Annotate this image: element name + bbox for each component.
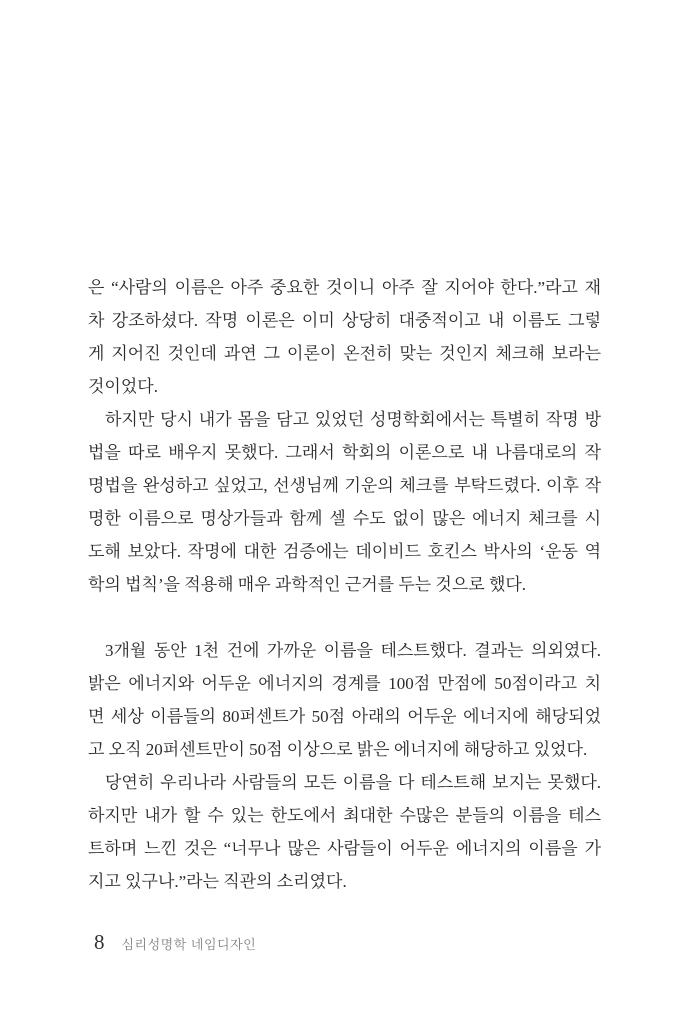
paragraph (88, 766, 601, 898)
body-text (88, 271, 601, 898)
page-number: 8 (94, 930, 105, 954)
text-line: 게 지어진 것인데 과연 그 이론이 온전히 맞는 것인지 체크해 보라는 (88, 344, 601, 363)
text-line: 법을 따로 배우지 못했다. 그래서 학회의 이론으로 내 나름대로의 작 (88, 443, 601, 462)
text-line: 하지만 내가 할 수 있는 한도에서 최대한 수많은 분들의 이름을 테스 (88, 806, 601, 825)
paragraph (88, 271, 601, 403)
paragraph (88, 634, 601, 766)
text-line: 은 “사람의 이름은 아주 중요한 것이니 아주 잘 지어야 한다.”라고 재 (88, 278, 601, 297)
text-line: 학의 법칙’을 적용해 매우 과학적인 근거를 두는 것으로 했다. (88, 575, 527, 594)
text-line: 것이었다. (88, 377, 158, 396)
text-line: 지고 있구나.”라는 직관의 소리였다. (88, 872, 347, 891)
paragraph (88, 403, 601, 601)
text-line: 면 세상 이름들의 80퍼센트가 50점 아래의 어두운 에너지에 해당되었 (88, 707, 601, 726)
text-line: 명한 이름으로 명상가들과 함께 셀 수도 없이 많은 에너지 체크를 시 (88, 509, 601, 528)
text-line: 3개월 동안 1천 건에 가까운 이름을 테스트했다. 결과는 의외였다. (105, 641, 601, 660)
text-line: 당연히 우리나라 사람들의 모든 이름을 다 테스트해 보지는 못했다. (105, 773, 601, 792)
text-line: 고 오직 20퍼센트만이 50점 이상으로 밝은 에너지에 해당하고 있었다. (88, 740, 588, 759)
text-line: 도해 보았다. 작명에 대한 검증에는 데이비드 호킨스 박사의 ‘운동 역 (88, 542, 601, 561)
page-footer (94, 930, 256, 955)
running-title: 심리성명학 네임디자인 (121, 937, 257, 952)
text-line: 하지만 당시 내가 몸을 담고 있었던 성명학회에서는 특별히 작명 방 (105, 410, 601, 429)
text-line: 밝은 에너지와 어두운 에너지의 경계를 100점 만점에 50점이라고 치 (88, 674, 601, 693)
text-line: 명법을 완성하고 싶었고, 선생님께 기운의 체크를 부탁드렸다. 이후 작 (88, 476, 601, 495)
text-line: 트하며 느낀 것은 “너무나 많은 사람들이 어두운 에너지의 이름을 가 (88, 839, 601, 858)
text-line: 차 강조하셨다. 작명 이론은 이미 상당히 대중적이고 내 이름도 그렇 (88, 311, 601, 330)
